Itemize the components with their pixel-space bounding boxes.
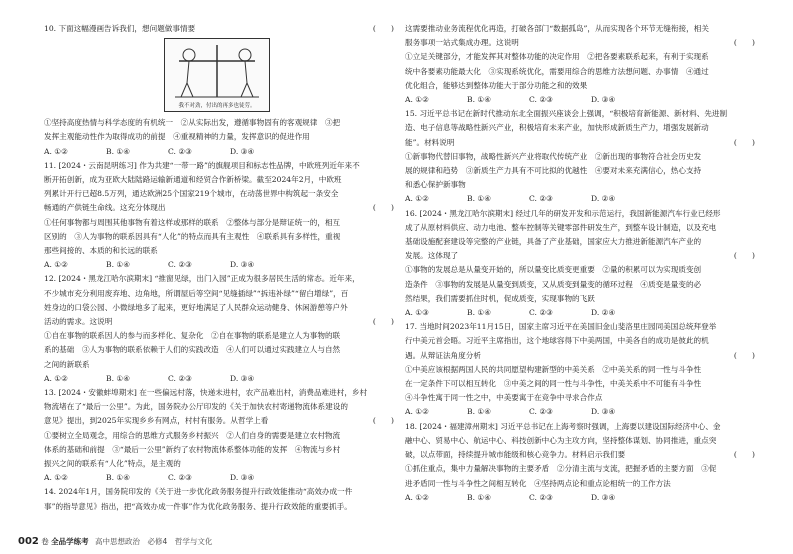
- answer-bracket: ( ): [372, 24, 394, 33]
- question-text-line: 15. 习近平总书记在新时代推动东北全面振兴座谈会上强调，“积极培育新能源、新材料、先进制: [405, 109, 728, 119]
- answer-option[interactable]: A. ①②: [44, 146, 68, 156]
- question-text-line: 不少城市充分利用废弃地、边角地，所谓屋后等空间“见缝插绿”“拆违补绿”“留白增绿”，百: [44, 288, 349, 298]
- question-text-line: ①任何事物都与周围其他事物有着这样或那样的联系 ②整体与部分是辩证统一的，相互: [44, 217, 341, 227]
- question-text-line: 事”的指导意见》指出，把“高效办成一件事”作为优化政务服务、提升行政效能的重要抓手。: [44, 501, 352, 511]
- answer-option[interactable]: D. ③④: [230, 473, 255, 483]
- answer-option[interactable]: A. ①②: [405, 194, 429, 204]
- answer-option[interactable]: C. ②③: [529, 492, 553, 502]
- answer-bracket: ( ): [733, 251, 755, 261]
- answer-option[interactable]: D. ③④: [230, 373, 255, 383]
- question-text-line: ①事物的发展总是从量变开始的，所以量变比质变更重要 ②量的积累可以为实现质变创: [405, 265, 702, 275]
- answer-option[interactable]: D. ③④: [591, 492, 616, 502]
- question-text-line: ①抓住重点，集中力量解决事物的主要矛盾 ②分清主流与支流，把握矛盾的主要方面 ③促: [405, 464, 717, 474]
- question-block: [405, 150, 755, 207]
- answer-option[interactable]: D. ③④: [591, 95, 616, 105]
- answer-option[interactable]: A. ①②: [405, 407, 429, 417]
- answer-options: [405, 93, 755, 107]
- question-block: [405, 462, 755, 505]
- question-text-line: 那些间接的、本质的和长远的联系: [44, 246, 158, 256]
- question-text-line: 统中各要素功能最大化 ③实现系统优化，需要用综合的思维方法想问题、办事情 ④通过: [405, 66, 709, 76]
- answer-bracket: ( ): [372, 203, 394, 213]
- answer-option[interactable]: D. ③④: [591, 407, 616, 417]
- question-text-line: 这需要推动业务流程优化再造，打破各部门“数据孤岛”，从而实现各个环节无缝衔接，相关: [405, 24, 709, 33]
- question-text-line: 16. [2024・黑龙江哈尔滨期末] 经过几年的研发开发和示范运行，我国新能源汽车行业已经形: [405, 208, 721, 218]
- answer-bracket: ( ): [733, 350, 755, 360]
- answer-option[interactable]: B. ①④: [467, 308, 492, 318]
- question-text-line: 在一定条件下可以相互转化 ③中美之间的同一性与斗争性，中美关系中不可能有斗争性: [405, 379, 702, 389]
- question-text-line: 物流堵在了“最后一公里”。为此，国务院办公厅印发的《关于加快农村寄递物流体系建设的: [44, 402, 348, 412]
- question-text-line: 17. 当地时间2023年11月15日，国家主席习近平在美国旧金山斐洛里庄园同美国总统拜登举: [405, 322, 717, 332]
- answer-option[interactable]: A. ①③: [405, 308, 429, 318]
- question-text-line: 畅通的产供链生命线。这充分体现出: [44, 203, 166, 213]
- answer-option[interactable]: C. ②③: [529, 194, 553, 204]
- left-column: [44, 22, 394, 514]
- question-block: [405, 363, 755, 420]
- right-column: [405, 22, 755, 505]
- question-text-line: 断开拓创新，成为亚欧大陆陆路运输新通道和经贸合作新桥梁。截至2024年2月，中欧班: [44, 175, 342, 185]
- question-text-line: 和悉心保护新事物: [405, 180, 466, 190]
- question-text-line: 活动的需求。这说明: [44, 317, 113, 327]
- question-text-line: 振兴之间的联系有“人化”特点，是主观的: [44, 459, 181, 469]
- question-block: [44, 116, 394, 159]
- answer-bracket: ( ): [733, 450, 755, 460]
- answer-option[interactable]: D. ③④: [230, 260, 255, 270]
- question-block: [405, 207, 755, 264]
- question-text-line: 能”。材料说明: [405, 137, 455, 147]
- cartoon-caption: 我不对劲，付出的再多也徒劳。: [178, 103, 256, 110]
- question-block: [44, 38, 394, 112]
- question-text-line: 基础设施配套建设等完整的产业链，具备了产业基础，国家应大力推进新能源汽车产业的: [405, 237, 702, 247]
- question-block: [44, 216, 394, 273]
- question-text-line: 系的基础 ③人为事物的联系依赖于人们的实践改造 ④人们可以通过实践建立人与自然: [44, 345, 341, 355]
- question-block: [44, 272, 394, 329]
- cartoon-image: [164, 38, 270, 112]
- question-text-line: 18. [2024・福建漳州期末] 习近平总书记在上海考察时强调，上海要以建设国际经济中心、金: [405, 421, 721, 431]
- answer-option[interactable]: A. ①②: [44, 373, 68, 383]
- answer-option[interactable]: D. ③④: [230, 146, 255, 156]
- question-text-line: ④斗争性寓于同一性之中，中美要寓于在竞争中寻求合作点: [405, 393, 603, 403]
- question-block: [405, 263, 755, 320]
- answer-option[interactable]: C. ②③: [168, 260, 192, 270]
- question-text-line: 列累计开行已超8.5万列，通达欧洲25个国家219个城市，在动荡世界中构筑起一条安全: [44, 189, 339, 199]
- answer-option[interactable]: D. ②④: [591, 308, 616, 318]
- question-text-line: 区别的 ③人为事物的联系因具有“人化”的特点而具有主观性 ④联系具有多样性，重视: [44, 231, 341, 241]
- question-block: [405, 107, 755, 150]
- question-text-line: 进矛盾同一性与斗争性之间相互转化 ④坚持两点论和重点论相统一的工作方法: [405, 478, 671, 488]
- question-block: [44, 386, 394, 429]
- question-text-line: ①新事物代替旧事物，战略性新兴产业将取代传统产业 ②新出现的事物符合社会历史发: [405, 151, 702, 161]
- answer-option[interactable]: C. ②③: [529, 95, 553, 105]
- answer-option[interactable]: A. ①②: [405, 95, 429, 105]
- answer-bracket: ( ): [733, 137, 755, 147]
- answer-option[interactable]: C. ②③: [529, 407, 553, 417]
- question-block: [405, 320, 755, 363]
- answer-options: [405, 306, 755, 320]
- question-text-line: ①中美应该根据两国人民的共同愿望构建新型的中美关系 ②中美关系的同一性与斗争性: [405, 364, 702, 374]
- question-text-line: 成了从原材料供应、动力电池、整车控制等关键零部件研发生产，到整车设计制造，以及充电: [405, 222, 717, 232]
- page-number: 002: [18, 536, 39, 547]
- question-text-line: 之间的新联系: [44, 359, 90, 369]
- question-text-line: 体系的基础和前提 ③“最后一公里”新约了农村物流体系整体功能的发挥 ④物流与乡村: [44, 444, 341, 454]
- question-block: [44, 485, 394, 513]
- question-block: [44, 329, 394, 386]
- question-block: [405, 420, 755, 463]
- question-text-line: 行中美元首会晤。习近平主席指出，这个地球容得下中美两国，中美各自的成功是彼此的机: [405, 336, 709, 346]
- answer-option[interactable]: B. ①④: [467, 194, 492, 204]
- question-text-line: 发挥主观能动性作为取得成功的前提 ④重视精神的力量，发挥意识的促进作用: [44, 132, 310, 142]
- question-text-line: 13. [2024・安徽蚌埠期末] 在一些偏远村落，快递未进村，农产品难出村，消费品难进村，乡村: [44, 388, 368, 398]
- answer-option[interactable]: B. ①④: [106, 373, 131, 383]
- question-text-line: 10. 下面这幅漫画告诉我们，想问题做事情要: [44, 24, 196, 33]
- question-text-line: ①立足关键部分，才能发挥其对整体功能的决定作用 ②把各要素联系起来，有利于实现系: [405, 52, 709, 62]
- answer-option[interactable]: B. ①④: [467, 492, 492, 502]
- question-block: [44, 159, 394, 216]
- question-block: [44, 429, 394, 486]
- answer-option[interactable]: B. ①④: [467, 407, 492, 417]
- question-block: [405, 50, 755, 107]
- question-text-line: 造条件 ③事物的发展是从量变到质变，又从质变到量变的循环过程 ④质变是量变的必: [405, 279, 702, 289]
- question-text-line: 意见》提出，到2025年实现乡乡有网点，村村有服务。从哲学上看: [44, 416, 269, 426]
- question-text-line: 展的规律和趋势 ③新质生产力具有不可比拟的优越性 ④要对未来充满信心，热心支持: [405, 166, 702, 176]
- answer-bracket: ( ): [372, 416, 394, 426]
- footer-sep: 卷: [41, 537, 49, 546]
- question-text-line: 破，以点带面，持续提升城市能级和核心竞争力。材料启示我们要: [405, 450, 626, 460]
- question-text-line: ①坚持高度热情与科学态度的有机统一 ②从实际出发，遵循事物固有的客观规律 ③把: [44, 118, 341, 128]
- answer-option[interactable]: C. ②③: [529, 308, 553, 318]
- question-text-line: 发展。这体现了: [405, 251, 459, 261]
- answer-options: [44, 145, 394, 159]
- answer-options: [44, 372, 394, 386]
- question-text-line: 11. [2024・云南昆明练习] 作为共建“一带一路”的旗舰项目和标志性品牌，中欧班列近年来不: [44, 160, 360, 170]
- answer-options: [44, 258, 394, 272]
- question-text-line: 姓身边的口袋公园、小微绿地多了起来，更好地满足了人民群众运动健身、休闲游憩等户外: [44, 302, 348, 312]
- question-text-line: 优化组合，能够达到整体功能大于部分功能之和的效果: [405, 80, 588, 90]
- answer-option[interactable]: A. ①②: [44, 473, 68, 483]
- question-text-line: 14. 2024年1月，国务院印发的《关于进一步优化政务服务提升行政效能推动“高效办成一件: [44, 487, 353, 497]
- answer-options: [405, 405, 755, 419]
- question-block: [405, 22, 755, 50]
- answer-option[interactable]: C. ②③: [168, 373, 192, 383]
- answer-option[interactable]: A. ①②: [405, 492, 429, 502]
- answer-options: [405, 192, 755, 206]
- answer-option[interactable]: C. ②③: [168, 473, 192, 483]
- answer-option[interactable]: B. ①④: [106, 146, 131, 156]
- page-footer: [18, 536, 212, 547]
- question-text-line: 造、电子信息等战略性新兴产业，积极培育未来产业，加快形成新质生产力，增强发展新动: [405, 123, 709, 133]
- answer-option[interactable]: B. ①④: [467, 95, 492, 105]
- answer-option[interactable]: A. ①②: [44, 260, 68, 270]
- question-text-line: 融中心、贸易中心、航运中心、科技创新中心为主攻方向，坚持整体谋划、协同推进，重点突: [405, 435, 717, 445]
- answer-option[interactable]: B. ①④: [106, 260, 131, 270]
- question-text-line: 然结果，我们需要抓住时机，促成质变，实现事物的飞跃: [405, 293, 595, 303]
- footer-subtitle: 高中思想政治 必修4 哲学与文化: [95, 537, 213, 546]
- question-text-line: 遇。从辩证法角度分析: [405, 350, 481, 360]
- answer-option[interactable]: B. ①④: [106, 473, 131, 483]
- question-block: [44, 22, 394, 36]
- answer-options: [44, 471, 394, 485]
- footer-title: 全品学练考: [51, 537, 89, 546]
- question-text-line: 服务事项一站式集成办理。这说明: [405, 38, 519, 48]
- question-text-line: 12. [2024・黑龙江哈尔滨期末] “推窗见绿，出门入园”正成为很多居民生活的常态。近年来，: [44, 274, 360, 284]
- answer-option[interactable]: D. ②④: [591, 194, 616, 204]
- answer-bracket: ( ): [733, 38, 755, 48]
- question-text-line: ①要树立全局观念，用综合的思维方式服务乡村振兴 ②人们自身的需要是建立农村物流: [44, 430, 341, 440]
- question-text-line: ①自在事物的联系因人的参与而多样化、复杂化 ②自在事物的联系是建立人为事物的联: [44, 331, 341, 341]
- answer-options: [405, 491, 755, 505]
- answer-bracket: ( ): [372, 317, 394, 327]
- answer-option[interactable]: C. ②③: [168, 146, 192, 156]
